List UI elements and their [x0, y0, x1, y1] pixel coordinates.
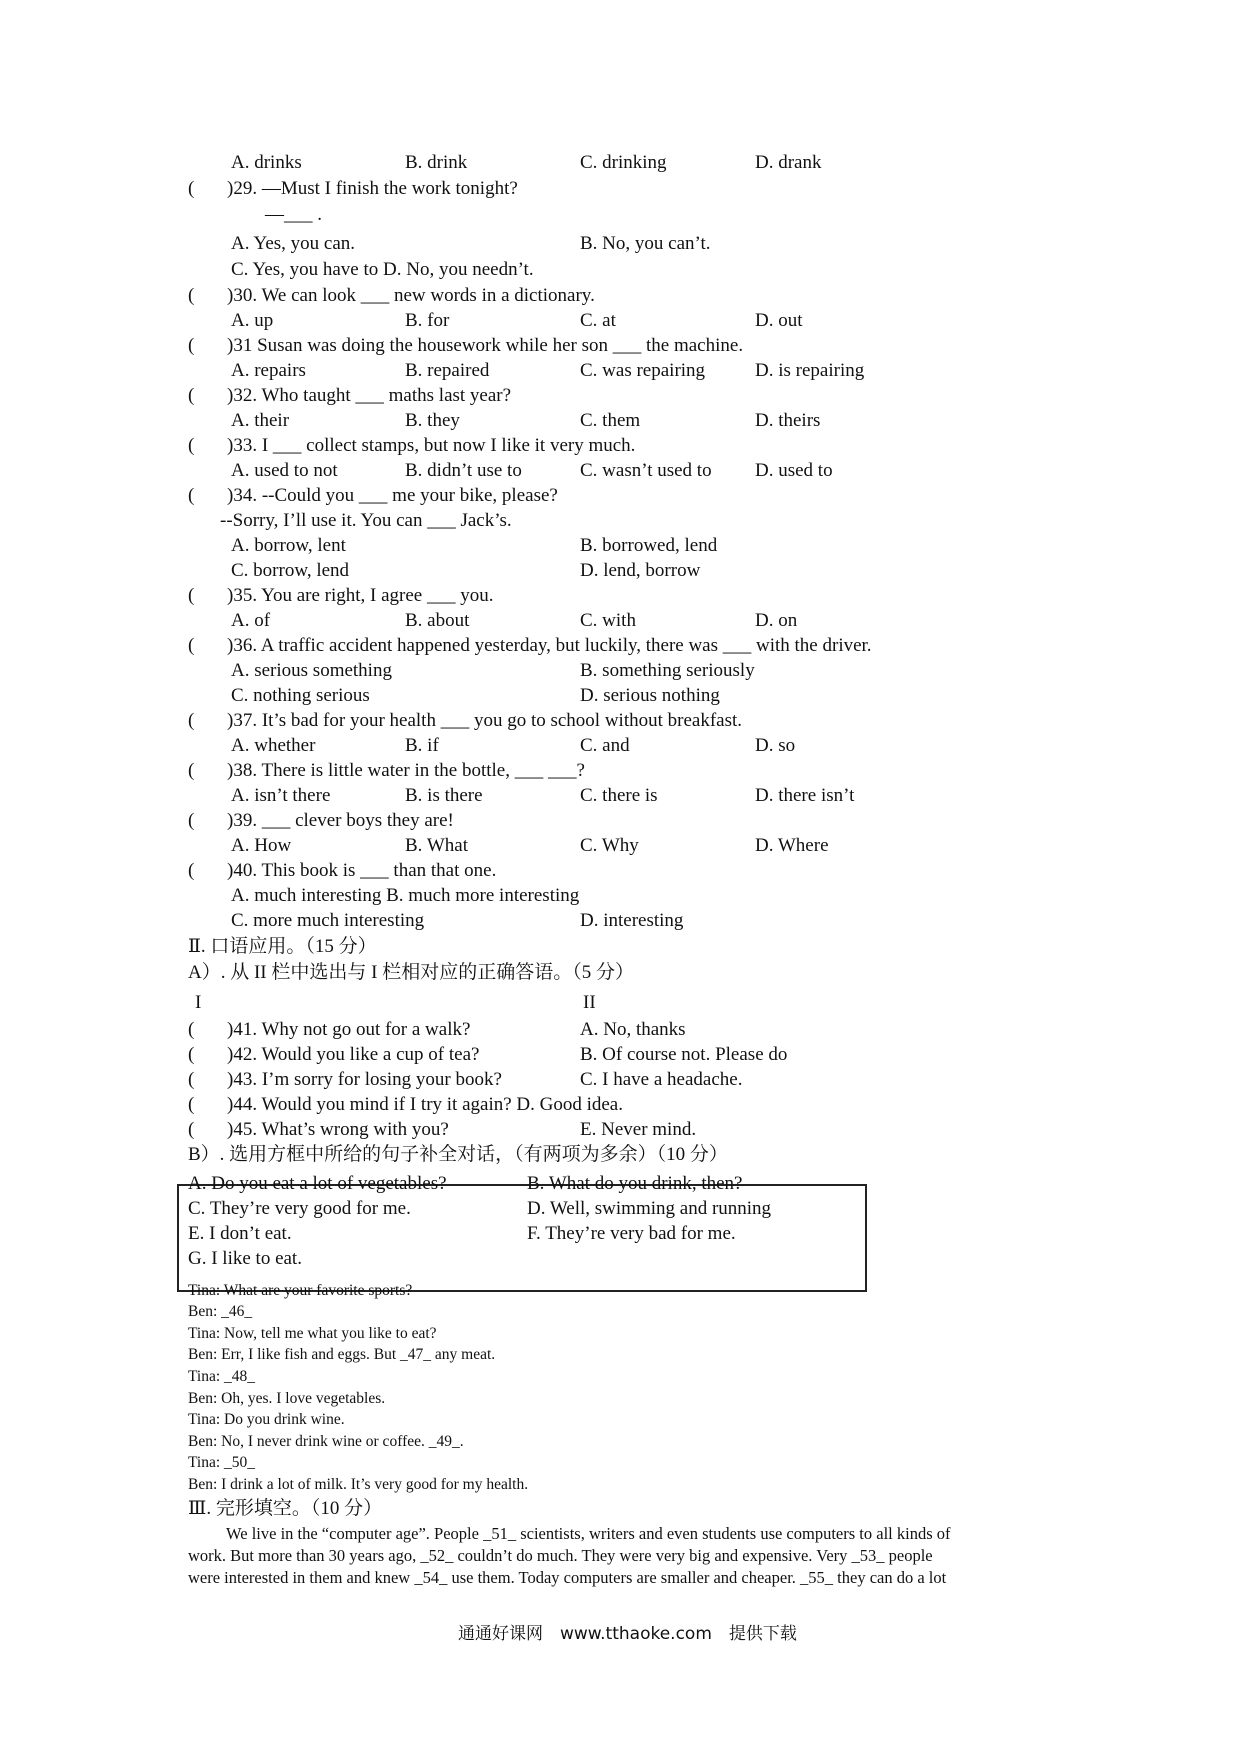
option-c: C. borrow, lend	[231, 560, 350, 581]
section-2-title: Ⅱ. 口语应用。（15 分）	[188, 936, 377, 957]
dialogue-line: Ben: Oh, yes. I love vegetables.	[188, 1390, 386, 1407]
question-stem: )31 Susan was doing the housework while her son ___ the machine.	[227, 335, 744, 356]
option-a: A. How	[231, 835, 292, 856]
dialogue-line: Tina: Do you drink wine.	[188, 1411, 345, 1428]
answer-paren: (	[188, 635, 195, 656]
matching-answer: E. Never mind.	[580, 1119, 697, 1140]
box-option: D. Well, swimming and running	[527, 1198, 772, 1219]
option-a: A. Yes, you can.	[231, 233, 356, 254]
dialogue-line: Ben: _46_	[188, 1303, 253, 1320]
dialogue-line: Tina: _50_	[188, 1454, 256, 1471]
option-d: D. there isn’t	[755, 785, 855, 806]
question-stem: )29. —Must I finish the work tonight?	[227, 178, 518, 199]
dialogue-line: Tina: What are your favorite sports?	[188, 1282, 413, 1299]
answer-paren: (	[188, 585, 195, 606]
option-a: A. whether	[231, 735, 316, 756]
answer-paren: (	[188, 860, 195, 881]
question-stem: )35. You are right, I agree ___ you.	[227, 585, 494, 606]
option-c: C. and	[580, 735, 630, 756]
question-reply-line: —___ .	[265, 204, 322, 225]
option-c: C. them	[580, 410, 641, 431]
option-b: B. drink	[405, 152, 468, 173]
option-b: B. What	[405, 835, 468, 856]
question-stem: )30. We can look ___ new words in a dictionary.	[227, 285, 595, 306]
box-option: A. Do you eat a lot of vegetables?	[188, 1173, 447, 1194]
option-a: A. repairs	[231, 360, 306, 381]
option-d: D. drank	[755, 152, 822, 173]
option-c: C. nothing serious	[231, 685, 370, 706]
option-c: C. Why	[580, 835, 639, 856]
option-b: B. they	[405, 410, 460, 431]
option-d: D. so	[755, 735, 796, 756]
question-stem: )40. This book is ___ than that one.	[227, 860, 497, 881]
matching-question: )45. What’s wrong with you?	[227, 1119, 449, 1140]
option-a: A. up	[231, 310, 274, 331]
matching-question: )41. Why not go out for a walk?	[227, 1019, 471, 1040]
option-b: B. if	[405, 735, 439, 756]
answer-paren: (	[188, 435, 195, 456]
section-2-part-a-instruction: A）. 从 II 栏中选出与 I 栏相对应的正确答语。（5 分）	[188, 962, 634, 983]
answer-paren: (	[188, 1094, 195, 1115]
option-b: B. is there	[405, 785, 483, 806]
matching-answer: B. Of course not. Please do	[580, 1044, 788, 1065]
option-b: B. repaired	[405, 360, 490, 381]
cloze-paragraph-line: We live in the “computer age”. People _51_ scientists, writers and even students use computers to all kinds of	[226, 1524, 951, 1543]
answer-paren: (	[188, 1019, 195, 1040]
answer-paren: (	[188, 710, 195, 731]
option-c: C. there is	[580, 785, 658, 806]
answer-paren: (	[188, 178, 195, 199]
box-option: F. They’re very bad for me.	[527, 1223, 736, 1244]
option-a: A. used to not	[231, 460, 338, 481]
cloze-paragraph-line: work. But more than 30 years ago, _52_ couldn’t do much. They were very big and expensive. Very _53_ people	[188, 1546, 933, 1565]
box-option: B. What do you drink, then?	[527, 1173, 743, 1194]
option-d: D. serious nothing	[580, 685, 720, 706]
option-c-d: C. Yes, you have to D. No, you needn’t.	[231, 259, 534, 280]
option-b: B. didn’t use to	[405, 460, 522, 481]
dialogue-line: Tina: Now, tell me what you like to eat?	[188, 1325, 437, 1342]
option-c: C. wasn’t used to	[580, 460, 712, 481]
box-option: C. They’re very good for me.	[188, 1198, 411, 1219]
option-d: D. out	[755, 310, 803, 331]
option-c: C. at	[580, 310, 616, 331]
dialogue-line: Ben: I drink a lot of milk. It’s very good for my health.	[188, 1476, 529, 1493]
question-stem: )33. I ___ collect stamps, but now I like it very much.	[227, 435, 636, 456]
question-stem: )36. A traffic accident happened yesterday, but luckily, there was ___ with the driver.	[227, 635, 872, 656]
option-c: C. was repairing	[580, 360, 706, 381]
matching-answer: C. I have a headache.	[580, 1069, 743, 1090]
question-stem: )37. It’s bad for your health ___ you go to school without breakfast.	[227, 710, 743, 731]
question-stem: )38. There is little water in the bottle, ___ ___?	[227, 760, 585, 781]
answer-paren: (	[188, 1044, 195, 1065]
option-a-b: A. much interesting B. much more interesting	[231, 885, 580, 906]
answer-paren: (	[188, 1069, 195, 1090]
answer-paren: (	[188, 1119, 195, 1140]
question-stem: )34. --Could you ___ me your bike, please?	[227, 485, 558, 506]
option-d: D. theirs	[755, 410, 821, 431]
option-a: A. isn’t there	[231, 785, 331, 806]
column-1-header: I	[195, 992, 202, 1013]
option-b: B. borrowed, lend	[580, 535, 718, 556]
page-footer: 通通好课网 www.tthaoke.com 提供下载	[458, 1624, 797, 1644]
option-d: D. interesting	[580, 910, 684, 931]
option-d: D. lend, borrow	[580, 560, 701, 581]
option-a: A. their	[231, 410, 290, 431]
answer-paren: (	[188, 385, 195, 406]
option-d: D. is repairing	[755, 360, 865, 381]
section-2-part-b-instruction: B）. 选用方框中所给的句子补全对话，（有两项为多余）（10 分）	[188, 1144, 728, 1165]
answer-paren: (	[188, 485, 195, 506]
matching-question: )43. I’m sorry for losing your book?	[227, 1069, 502, 1090]
column-2-header: II	[583, 992, 596, 1013]
matching-answer: A. No, thanks	[580, 1019, 686, 1040]
option-d: D. on	[755, 610, 798, 631]
option-a: A. serious something	[231, 660, 392, 681]
answer-paren: (	[188, 285, 195, 306]
cloze-paragraph-line: were interested in them and knew _54_ use them. Today computers are smaller and cheaper. _55_ they can do a lot	[188, 1568, 947, 1587]
option-d: D. Where	[755, 835, 829, 856]
option-b: B. about	[405, 610, 470, 631]
option-b: B. No, you can’t.	[580, 233, 711, 254]
answer-paren: (	[188, 810, 195, 831]
matching-question: )44. Would you mind if I try it again? D. Good idea.	[227, 1094, 623, 1115]
option-c: C. more much interesting	[231, 910, 425, 931]
option-b: B. for	[405, 310, 450, 331]
option-c: C. drinking	[580, 152, 667, 173]
answer-paren: (	[188, 760, 195, 781]
question-reply-line: --Sorry, I’ll use it. You can ___ Jack’s.	[220, 510, 512, 531]
option-a: A. drinks	[231, 152, 302, 173]
answer-paren: (	[188, 335, 195, 356]
dialogue-line: Ben: No, I never drink wine or coffee. _49_.	[188, 1433, 464, 1450]
box-option: E. I don’t eat.	[188, 1223, 292, 1244]
matching-question: )42. Would you like a cup of tea?	[227, 1044, 480, 1065]
option-a: A. borrow, lent	[231, 535, 346, 556]
option-a: A. of	[231, 610, 271, 631]
box-option: G. I like to eat.	[188, 1248, 302, 1269]
option-c: C. with	[580, 610, 636, 631]
option-d: D. used to	[755, 460, 833, 481]
question-stem: )32. Who taught ___ maths last year?	[227, 385, 512, 406]
question-stem: )39. ___ clever boys they are!	[227, 810, 454, 831]
option-b: B. something seriously	[580, 660, 755, 681]
dialogue-line: Ben: Err, I like fish and eggs. But _47_ any meat.	[188, 1346, 496, 1363]
dialogue-line: Tina: _48_	[188, 1368, 256, 1385]
section-3-title: Ⅲ. 完形填空。（10 分）	[188, 1498, 383, 1519]
